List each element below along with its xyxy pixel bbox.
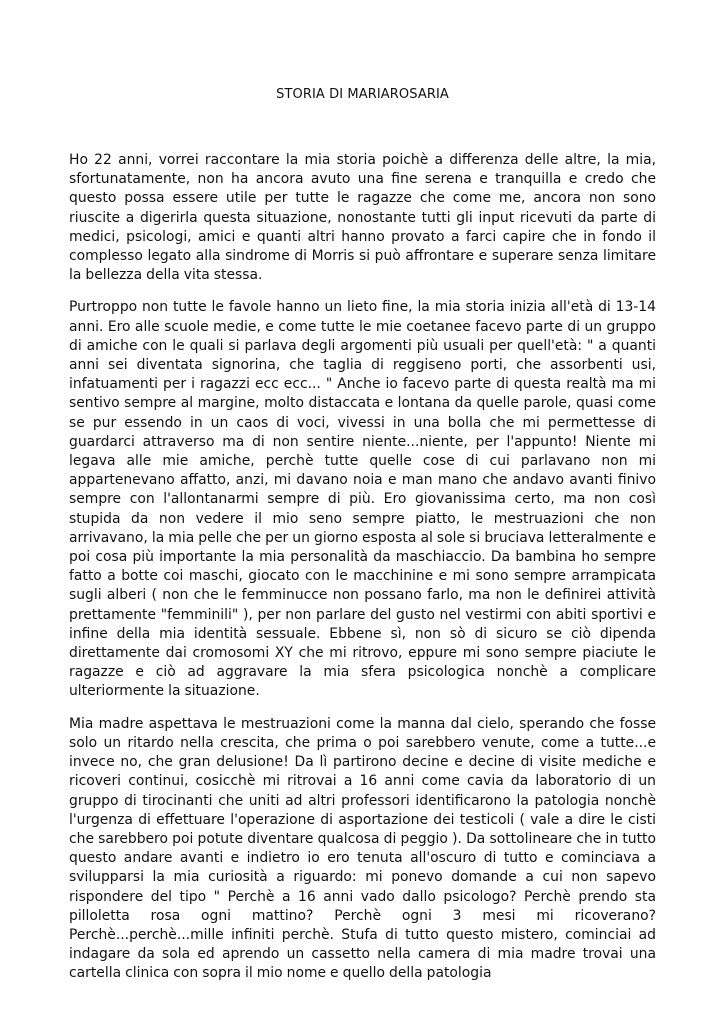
paragraph-childhood: Purtroppo non tutte le favole hanno un lieto fine, la mia storia inizia all'età di 13-14 anni. Ero alle scuole medie, e come tutte le mie coetanee facevo parte di un gruppo di amiche con le quali si parlava degli argomenti più usuali per quell'età: " a quanti anni sei diventata signorina, che taglia di reggiseno porti, che assorbenti usi, infatuamenti per i ragazzi ecc ecc... " Anche io facevo parte di questa realtà ma mi sentivo sempre al margine, molto distaccata e lontana da quelle parole, quasi come se pur essendo in un caos di voci, vivessi in una bolla che mi permettesse di guardarci attraverso ma di non sentire niente...niente, per l'appunto! Niente mi legava alle mie amiche, perchè tutte quelle cose di cui parlavano non mi appartenevano affatto, anzi, mi davano noia e man mano che andavo avanti finivo sempre con l'allontanarmi sempre di più. Ero giovanissima certo, ma non così stupida da non vedere il mio seno sempre piatto, le mestruazioni che non arrivavano, la mia pelle che per un giorno esposta al sole si bruciava letteralmente e poi cosa più importante la mia personalità da maschiaccio. Da bambina ho sempre fatto a botte coi maschi, giocato con le macchinine e mi sono sempre arrampicata sugli alberi ( non che le femminucce non possano farlo, ma non le definirei attività prettamente "femminili" ), per non parlare del gusto nel vestirmi con abiti sportivi e infine della mia identità sessuale. Ebbene sì, non sò di sicuro se ciò dipenda direttamente dai cromosomi XY che mi ritrovo, eppure mi sono sempre piaciute le ragazze e ciò ad aggravare la mia sfera psicologica nonchè a complicare ulteriormente la situazione. [69, 299, 656, 700]
document-title: STORIA DI MARIAROSARIA [276, 87, 449, 102]
document-page [69, 86, 656, 997]
paragraph-intro: Ho 22 anni, vorrei raccontare la mia storia poichè a differenza delle altre, la mia, sfortunatamente, non ha ancora avuto una fine serena e tranquilla e credo che questo possa essere utile per tutte le ragazze che come me, ancora non sono riuscite a digerirla questa situazione, nonostante tutti gli input ricevuti da parte di medici, psicologi, amici e quanti altri hanno provato a farci capire che in fondo il complesso legato alla sindrome di Morris si può affrontare e superare senza limitare la bellezza della vita stessa. [69, 152, 656, 284]
paragraph-diagnosis: Mia madre aspettava le mestruazioni come la manna dal cielo, sperando che fosse solo un ritardo nella crescita, che prima o poi sarebbero venute, come a tutte...e invece no, che gran delusione! Da lì partirono decine e decine di visite mediche e ricoveri continui, cosicchè mi ritrovai a 16 anni come cavia da laboratorio di un gruppo di tirocinanti che uniti ad altri professori identificarono la patologia nonchè l'urgenza di effettuare l'operazione di asportazione dei testicoli ( vale a dire le cisti che sarebbero poi potute diventare qualcosa di peggio ). Da sottolineare che in tutto questo andare avanti e indietro io ero tenuta all'oscuro di tutto e cominciava a svilupparsi la mia curiosità a riguardo: mi ponevo domande a cui non sapevo rispondere del tipo " Perchè a 16 anni vado dallo psicologo? Perchè prendo sta pilloletta rosa ogni mattino? Perchè ogni 3 mesi mi ricoverano? Perchè...perchè...mille infiniti perchè. Stufa di tutto questo mistero, cominciai ad indagare da sola ed aprendo un cassetto nella camera di mia madre trovai una cartella clinica con sopra il mio nome e quello della patologia [69, 715, 656, 982]
